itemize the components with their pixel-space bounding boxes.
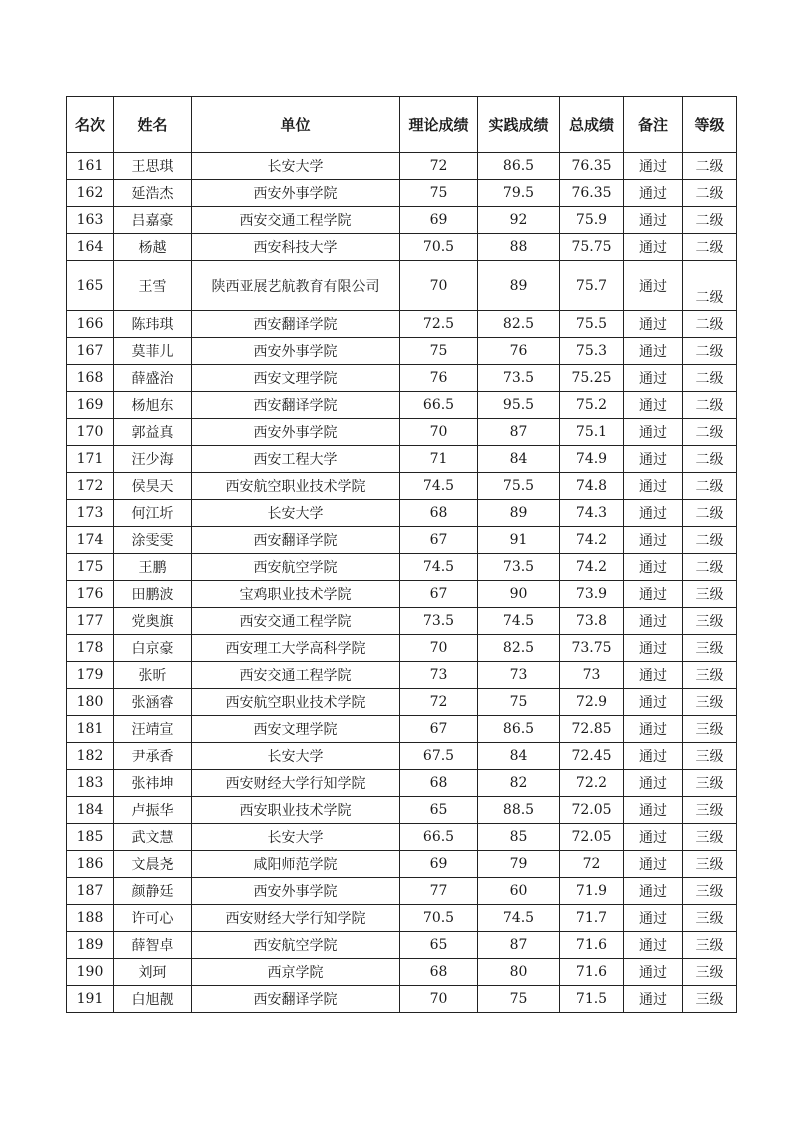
cell-theory: 74.5 — [400, 554, 478, 581]
table-row — [67, 824, 737, 851]
header-name: 姓名 — [114, 97, 192, 153]
cell-grade: 二级 — [683, 338, 737, 365]
table-row — [67, 527, 737, 554]
cell-name: 郭益真 — [114, 419, 192, 446]
cell-name: 何江圻 — [114, 500, 192, 527]
cell-grade: 三级 — [683, 932, 737, 959]
cell-unit: 西安财经大学行知学院 — [192, 770, 400, 797]
cell-unit: 西安交通工程学院 — [192, 608, 400, 635]
cell-total: 73.8 — [560, 608, 624, 635]
cell-rank: 168 — [67, 365, 114, 392]
cell-theory: 72 — [400, 153, 478, 180]
cell-remark: 通过 — [624, 824, 683, 851]
cell-total: 72.9 — [560, 689, 624, 716]
cell-rank: 175 — [67, 554, 114, 581]
cell-practice: 73.5 — [478, 554, 560, 581]
cell-theory: 65 — [400, 797, 478, 824]
cell-name: 卢振华 — [114, 797, 192, 824]
cell-theory: 65 — [400, 932, 478, 959]
cell-practice: 60 — [478, 878, 560, 905]
cell-name: 党奥旗 — [114, 608, 192, 635]
cell-name: 侯昊天 — [114, 473, 192, 500]
cell-name: 尹承香 — [114, 743, 192, 770]
cell-name: 白旭靓 — [114, 986, 192, 1013]
cell-remark: 通过 — [624, 527, 683, 554]
cell-grade: 二级 — [683, 446, 737, 473]
cell-unit: 西安外事学院 — [192, 419, 400, 446]
cell-name: 张祎坤 — [114, 770, 192, 797]
cell-total: 74.8 — [560, 473, 624, 500]
table-body — [67, 153, 737, 1013]
cell-unit: 西安科技大学 — [192, 234, 400, 261]
cell-unit: 西安航空学院 — [192, 932, 400, 959]
cell-rank: 181 — [67, 716, 114, 743]
cell-rank: 180 — [67, 689, 114, 716]
cell-grade: 三级 — [683, 635, 737, 662]
cell-remark: 通过 — [624, 500, 683, 527]
cell-rank: 184 — [67, 797, 114, 824]
cell-total: 75.5 — [560, 311, 624, 338]
cell-remark: 通过 — [624, 153, 683, 180]
cell-remark: 通过 — [624, 554, 683, 581]
cell-theory: 70 — [400, 635, 478, 662]
cell-practice: 86.5 — [478, 153, 560, 180]
cell-remark: 通过 — [624, 446, 683, 473]
table-row — [67, 473, 737, 500]
cell-practice: 92 — [478, 207, 560, 234]
table-row — [67, 419, 737, 446]
cell-practice: 89 — [478, 261, 560, 311]
cell-grade: 三级 — [683, 608, 737, 635]
cell-unit: 西安工程大学 — [192, 446, 400, 473]
cell-grade: 三级 — [683, 770, 737, 797]
cell-rank: 177 — [67, 608, 114, 635]
cell-remark: 通过 — [624, 207, 683, 234]
cell-practice: 87 — [478, 932, 560, 959]
header-row — [67, 97, 737, 153]
header-rank: 名次 — [67, 97, 114, 153]
cell-theory: 68 — [400, 500, 478, 527]
cell-remark: 通过 — [624, 770, 683, 797]
cell-practice: 90 — [478, 581, 560, 608]
cell-unit: 长安大学 — [192, 153, 400, 180]
table-row — [67, 770, 737, 797]
cell-theory: 67 — [400, 527, 478, 554]
cell-unit: 宝鸡职业技术学院 — [192, 581, 400, 608]
cell-remark: 通过 — [624, 365, 683, 392]
table-row — [67, 365, 737, 392]
cell-name: 薛智卓 — [114, 932, 192, 959]
cell-practice: 74.5 — [478, 608, 560, 635]
cell-name: 王思琪 — [114, 153, 192, 180]
cell-name: 张涵睿 — [114, 689, 192, 716]
cell-grade: 三级 — [683, 743, 737, 770]
cell-practice: 74.5 — [478, 905, 560, 932]
cell-unit: 西安翻译学院 — [192, 527, 400, 554]
cell-total: 76.35 — [560, 180, 624, 207]
cell-grade: 二级 — [683, 392, 737, 419]
header-unit: 单位 — [192, 97, 400, 153]
cell-theory: 76 — [400, 365, 478, 392]
cell-unit: 西安航空职业技术学院 — [192, 689, 400, 716]
cell-remark: 通过 — [624, 338, 683, 365]
cell-practice: 82 — [478, 770, 560, 797]
cell-name: 涂雯雯 — [114, 527, 192, 554]
cell-grade: 二级 — [683, 311, 737, 338]
cell-remark: 通过 — [624, 635, 683, 662]
cell-unit: 西安职业技术学院 — [192, 797, 400, 824]
cell-name: 许可心 — [114, 905, 192, 932]
cell-unit: 咸阳师范学院 — [192, 851, 400, 878]
cell-grade: 三级 — [683, 797, 737, 824]
cell-practice: 95.5 — [478, 392, 560, 419]
cell-unit: 西安文理学院 — [192, 716, 400, 743]
cell-total: 73.75 — [560, 635, 624, 662]
cell-practice: 73.5 — [478, 365, 560, 392]
cell-total: 72.05 — [560, 797, 624, 824]
cell-total: 71.6 — [560, 932, 624, 959]
cell-unit: 西安航空学院 — [192, 554, 400, 581]
cell-grade: 三级 — [683, 959, 737, 986]
cell-grade: 二级 — [683, 180, 737, 207]
cell-total: 73.9 — [560, 581, 624, 608]
table-row — [67, 959, 737, 986]
cell-grade: 二级 — [683, 554, 737, 581]
table-row — [67, 234, 737, 261]
cell-practice: 73 — [478, 662, 560, 689]
cell-remark: 通过 — [624, 932, 683, 959]
cell-remark: 通过 — [624, 180, 683, 207]
cell-name: 田鹏波 — [114, 581, 192, 608]
cell-practice: 75 — [478, 986, 560, 1013]
cell-theory: 75 — [400, 180, 478, 207]
cell-practice: 84 — [478, 743, 560, 770]
cell-grade: 三级 — [683, 905, 737, 932]
cell-name: 杨越 — [114, 234, 192, 261]
cell-unit: 西安翻译学院 — [192, 392, 400, 419]
table-row — [67, 851, 737, 878]
cell-remark: 通过 — [624, 419, 683, 446]
table-row — [67, 338, 737, 365]
cell-grade: 三级 — [683, 662, 737, 689]
cell-unit: 西安外事学院 — [192, 338, 400, 365]
cell-name: 颜静廷 — [114, 878, 192, 905]
header-remark: 备注 — [624, 97, 683, 153]
cell-total: 72 — [560, 851, 624, 878]
cell-rank: 190 — [67, 959, 114, 986]
cell-unit: 长安大学 — [192, 743, 400, 770]
cell-name: 陈玮琪 — [114, 311, 192, 338]
cell-rank: 172 — [67, 473, 114, 500]
cell-total: 72.2 — [560, 770, 624, 797]
table-row — [67, 311, 737, 338]
cell-remark: 通过 — [624, 689, 683, 716]
cell-rank: 186 — [67, 851, 114, 878]
cell-rank: 183 — [67, 770, 114, 797]
cell-remark: 通过 — [624, 608, 683, 635]
cell-total: 72.45 — [560, 743, 624, 770]
cell-practice: 88.5 — [478, 797, 560, 824]
table-row — [67, 608, 737, 635]
table-row — [67, 180, 737, 207]
table-row — [67, 392, 737, 419]
cell-total: 75.25 — [560, 365, 624, 392]
cell-theory: 73.5 — [400, 608, 478, 635]
cell-practice: 82.5 — [478, 311, 560, 338]
cell-rank: 161 — [67, 153, 114, 180]
cell-grade: 二级 — [683, 473, 737, 500]
cell-unit: 长安大学 — [192, 824, 400, 851]
cell-grade: 二级 — [683, 365, 737, 392]
cell-practice: 75.5 — [478, 473, 560, 500]
cell-name: 延浩杰 — [114, 180, 192, 207]
cell-theory: 70.5 — [400, 234, 478, 261]
cell-practice: 89 — [478, 500, 560, 527]
cell-practice: 86.5 — [478, 716, 560, 743]
cell-remark: 通过 — [624, 662, 683, 689]
cell-practice: 88 — [478, 234, 560, 261]
cell-unit: 西安理工大学高科学院 — [192, 635, 400, 662]
cell-unit: 西安财经大学行知学院 — [192, 905, 400, 932]
cell-total: 75.75 — [560, 234, 624, 261]
cell-theory: 68 — [400, 770, 478, 797]
table-row — [67, 905, 737, 932]
cell-total: 71.5 — [560, 986, 624, 1013]
cell-theory: 67.5 — [400, 743, 478, 770]
table-row — [67, 554, 737, 581]
cell-remark: 通过 — [624, 261, 683, 311]
cell-theory: 66.5 — [400, 824, 478, 851]
header-grade: 等级 — [683, 97, 737, 153]
cell-unit: 长安大学 — [192, 500, 400, 527]
cell-name: 莫菲儿 — [114, 338, 192, 365]
table-row — [67, 153, 737, 180]
cell-practice: 85 — [478, 824, 560, 851]
cell-rank: 166 — [67, 311, 114, 338]
cell-total: 72.85 — [560, 716, 624, 743]
cell-total: 71.9 — [560, 878, 624, 905]
table-row — [67, 743, 737, 770]
cell-theory: 67 — [400, 581, 478, 608]
cell-grade: 二级 — [683, 419, 737, 446]
cell-grade: 三级 — [683, 851, 737, 878]
cell-theory: 69 — [400, 851, 478, 878]
cell-remark: 通过 — [624, 581, 683, 608]
cell-practice: 87 — [478, 419, 560, 446]
cell-rank: 191 — [67, 986, 114, 1013]
cell-unit: 西京学院 — [192, 959, 400, 986]
cell-total: 75.2 — [560, 392, 624, 419]
cell-theory: 70.5 — [400, 905, 478, 932]
table-row — [67, 689, 737, 716]
cell-unit: 西安交通工程学院 — [192, 662, 400, 689]
cell-unit: 西安航空职业技术学院 — [192, 473, 400, 500]
cell-total: 72.05 — [560, 824, 624, 851]
cell-name: 薛盛治 — [114, 365, 192, 392]
cell-unit: 西安外事学院 — [192, 878, 400, 905]
cell-name: 汪靖宣 — [114, 716, 192, 743]
cell-name: 刘珂 — [114, 959, 192, 986]
cell-rank: 187 — [67, 878, 114, 905]
table-row — [67, 878, 737, 905]
cell-rank: 189 — [67, 932, 114, 959]
cell-theory: 75 — [400, 338, 478, 365]
cell-rank: 165 — [67, 261, 114, 311]
cell-total: 74.2 — [560, 554, 624, 581]
cell-practice: 84 — [478, 446, 560, 473]
cell-theory: 71 — [400, 446, 478, 473]
results-table — [66, 96, 737, 1013]
table-row — [67, 207, 737, 234]
cell-unit: 西安翻译学院 — [192, 986, 400, 1013]
cell-remark: 通过 — [624, 851, 683, 878]
cell-rank: 163 — [67, 207, 114, 234]
cell-total: 71.6 — [560, 959, 624, 986]
cell-name: 王雪 — [114, 261, 192, 311]
cell-total: 74.9 — [560, 446, 624, 473]
cell-rank: 164 — [67, 234, 114, 261]
cell-rank: 185 — [67, 824, 114, 851]
cell-name: 武文慧 — [114, 824, 192, 851]
cell-theory: 70 — [400, 261, 478, 311]
table-row — [67, 797, 737, 824]
cell-unit: 西安翻译学院 — [192, 311, 400, 338]
cell-grade: 三级 — [683, 716, 737, 743]
cell-grade: 三级 — [683, 689, 737, 716]
cell-total: 75.9 — [560, 207, 624, 234]
cell-theory: 69 — [400, 207, 478, 234]
cell-rank: 167 — [67, 338, 114, 365]
cell-theory: 68 — [400, 959, 478, 986]
cell-practice: 79 — [478, 851, 560, 878]
cell-name: 张昕 — [114, 662, 192, 689]
cell-practice: 76 — [478, 338, 560, 365]
cell-theory: 70 — [400, 986, 478, 1013]
cell-practice: 80 — [478, 959, 560, 986]
cell-theory: 74.5 — [400, 473, 478, 500]
cell-remark: 通过 — [624, 234, 683, 261]
cell-remark: 通过 — [624, 959, 683, 986]
cell-total: 75.7 — [560, 261, 624, 311]
cell-rank: 162 — [67, 180, 114, 207]
cell-name: 文晨尧 — [114, 851, 192, 878]
cell-theory: 77 — [400, 878, 478, 905]
cell-rank: 182 — [67, 743, 114, 770]
cell-name: 王鹏 — [114, 554, 192, 581]
cell-remark: 通过 — [624, 743, 683, 770]
cell-total: 74.3 — [560, 500, 624, 527]
cell-total: 76.35 — [560, 153, 624, 180]
cell-unit: 西安交通工程学院 — [192, 207, 400, 234]
header-practice: 实践成绩 — [478, 97, 560, 153]
cell-grade: 二级 — [683, 500, 737, 527]
cell-grade: 三级 — [683, 581, 737, 608]
cell-remark: 通过 — [624, 311, 683, 338]
cell-name: 吕嘉豪 — [114, 207, 192, 234]
cell-practice: 75 — [478, 689, 560, 716]
cell-rank: 179 — [67, 662, 114, 689]
cell-remark: 通过 — [624, 986, 683, 1013]
cell-rank: 176 — [67, 581, 114, 608]
cell-rank: 169 — [67, 392, 114, 419]
header-total: 总成绩 — [560, 97, 624, 153]
cell-rank: 170 — [67, 419, 114, 446]
cell-grade: 二级 — [683, 207, 737, 234]
cell-theory: 67 — [400, 716, 478, 743]
table-row — [67, 986, 737, 1013]
cell-total: 75.3 — [560, 338, 624, 365]
cell-rank: 178 — [67, 635, 114, 662]
table-row — [67, 716, 737, 743]
cell-name: 汪少海 — [114, 446, 192, 473]
table-row — [67, 500, 737, 527]
cell-rank: 173 — [67, 500, 114, 527]
table-row — [67, 261, 737, 311]
cell-theory: 66.5 — [400, 392, 478, 419]
cell-grade: 二级 — [683, 234, 737, 261]
cell-grade: 二级 — [683, 527, 737, 554]
cell-theory: 72 — [400, 689, 478, 716]
cell-unit: 西安文理学院 — [192, 365, 400, 392]
cell-unit: 陕西亚展艺航教育有限公司 — [192, 261, 400, 311]
cell-grade: 二级 — [683, 153, 737, 180]
cell-rank: 174 — [67, 527, 114, 554]
cell-remark: 通过 — [624, 797, 683, 824]
cell-name: 白京豪 — [114, 635, 192, 662]
cell-grade: 三级 — [683, 878, 737, 905]
header-theory: 理论成绩 — [400, 97, 478, 153]
table-row — [67, 635, 737, 662]
cell-unit: 西安外事学院 — [192, 180, 400, 207]
cell-total: 74.2 — [560, 527, 624, 554]
cell-rank: 171 — [67, 446, 114, 473]
cell-remark: 通过 — [624, 905, 683, 932]
cell-practice: 91 — [478, 527, 560, 554]
cell-practice: 82.5 — [478, 635, 560, 662]
cell-grade: 三级 — [683, 824, 737, 851]
table-row — [67, 446, 737, 473]
table-row — [67, 581, 737, 608]
cell-name: 杨旭东 — [114, 392, 192, 419]
cell-grade: 二级 — [683, 261, 737, 311]
cell-total: 73 — [560, 662, 624, 689]
cell-rank: 188 — [67, 905, 114, 932]
cell-remark: 通过 — [624, 392, 683, 419]
table-row — [67, 932, 737, 959]
table-row — [67, 662, 737, 689]
cell-remark: 通过 — [624, 716, 683, 743]
cell-total: 75.1 — [560, 419, 624, 446]
cell-practice: 79.5 — [478, 180, 560, 207]
cell-total: 71.7 — [560, 905, 624, 932]
cell-theory: 70 — [400, 419, 478, 446]
cell-remark: 通过 — [624, 473, 683, 500]
cell-theory: 73 — [400, 662, 478, 689]
cell-grade: 三级 — [683, 986, 737, 1013]
cell-remark: 通过 — [624, 878, 683, 905]
cell-theory: 72.5 — [400, 311, 478, 338]
